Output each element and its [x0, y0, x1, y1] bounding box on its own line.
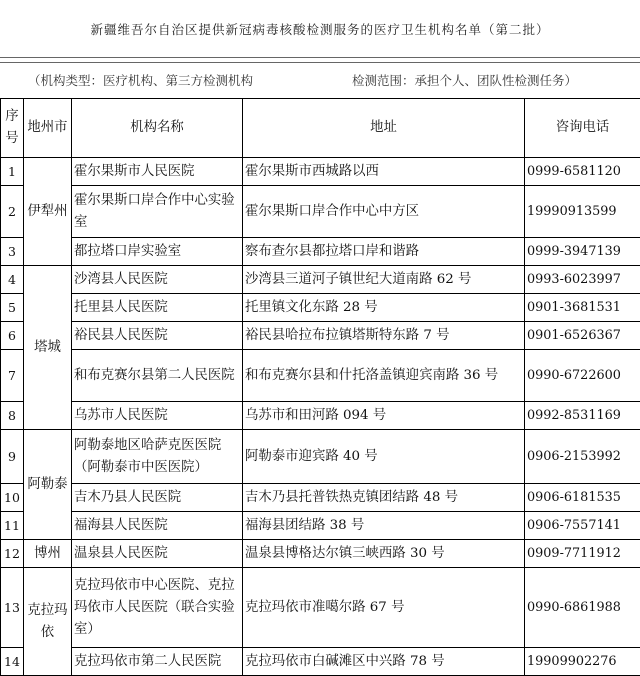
row-seq: 2 — [1, 186, 24, 238]
institution-name: 阿勒泰地区哈萨克医医院（阿勒泰市中医医院） — [72, 430, 243, 484]
institution-address: 察布查尔县都拉塔口岸和谐路 — [243, 238, 525, 266]
institution-name: 克拉玛依市第二人民医院 — [72, 648, 243, 676]
institution-name: 乌苏市人民医院 — [72, 402, 243, 430]
institution-address: 裕民县哈拉布拉镇塔斯特东路 7 号 — [243, 322, 525, 350]
city-cell-tacheng: 塔城 — [24, 266, 72, 430]
row-seq: 14 — [1, 648, 24, 676]
institution-address: 福海县团结路 38 号 — [243, 512, 525, 540]
testing-scope-note: 检测范围：承担个人、团队性检测任务） — [352, 71, 577, 89]
row-seq: 1 — [1, 158, 24, 186]
institution-name: 克拉玛依市中心医院、克拉玛依市人民医院（联合实验室） — [72, 568, 243, 648]
institution-type-note: （机构类型：医疗机构、第三方检测机构 — [28, 71, 253, 89]
institution-phone: 0992-8531169 — [525, 402, 640, 430]
row-seq: 8 — [1, 402, 24, 430]
table-row — [1, 238, 640, 266]
institution-phone: 0999-6581120 — [525, 158, 640, 186]
institution-phone: 0901-6526367 — [525, 322, 640, 350]
institution-name: 吉木乃县人民医院 — [72, 484, 243, 512]
table-row — [1, 294, 640, 322]
institution-name: 和布克赛尔县第二人民医院 — [72, 350, 243, 402]
row-seq: 12 — [1, 540, 24, 568]
institution-phone: 0906-7557141 — [525, 512, 640, 540]
row-seq: 10 — [1, 484, 24, 512]
table-row — [1, 648, 640, 676]
institution-phone: 0901-3681531 — [525, 294, 640, 322]
row-seq: 4 — [1, 266, 24, 294]
institution-name: 福海县人民医院 — [72, 512, 243, 540]
table-row — [1, 568, 640, 648]
row-seq: 7 — [1, 350, 24, 402]
row-seq: 6 — [1, 322, 24, 350]
institution-phone: 0999-3947139 — [525, 238, 640, 266]
title-divider-bottom — [0, 62, 640, 63]
institution-phone: 0990-6722600 — [525, 350, 640, 402]
institution-name: 托里县人民医院 — [72, 294, 243, 322]
institution-address: 和布克赛尔县和什托洛盖镇迎宾南路 36 号 — [243, 350, 525, 402]
header-institution: 机构名称 — [72, 99, 243, 158]
row-seq: 3 — [1, 238, 24, 266]
header-address: 地址 — [243, 99, 525, 158]
institution-address: 霍尔果斯口岸合作中心中方区 — [243, 186, 525, 238]
institution-address: 温泉县博格达尔镇三峡西路 30 号 — [243, 540, 525, 568]
header-seq: 序号 — [1, 99, 24, 158]
table-row — [1, 540, 640, 568]
institution-address: 克拉玛依市准噶尔路 67 号 — [243, 568, 525, 648]
institution-name: 裕民县人民医院 — [72, 322, 243, 350]
institution-address: 托里镇文化东路 28 号 — [243, 294, 525, 322]
institution-name: 温泉县人民医院 — [72, 540, 243, 568]
table-row — [1, 266, 640, 294]
institution-address: 阿勒泰市迎宾路 40 号 — [243, 430, 525, 484]
institution-phone: 19990913599 — [525, 186, 640, 238]
institution-table — [0, 98, 640, 676]
row-seq: 9 — [1, 430, 24, 484]
table-row — [1, 402, 640, 430]
city-cell-yili: 伊犁州 — [24, 158, 72, 266]
institution-phone: 19909902276 — [525, 648, 640, 676]
institution-address: 吉木乃县托普铁热克镇团结路 48 号 — [243, 484, 525, 512]
institution-phone: 0906-6181535 — [525, 484, 640, 512]
institution-phone: 0906-2153992 — [525, 430, 640, 484]
row-seq: 5 — [1, 294, 24, 322]
row-seq: 13 — [1, 568, 24, 648]
row-seq: 11 — [1, 512, 24, 540]
institution-name: 沙湾县人民医院 — [72, 266, 243, 294]
city-cell-karamay: 克拉玛依 — [24, 568, 72, 676]
table-row — [1, 350, 640, 402]
table-row — [1, 512, 640, 540]
institution-address: 乌苏市和田河路 094 号 — [243, 402, 525, 430]
table-row — [1, 484, 640, 512]
institution-name: 都拉塔口岸实验室 — [72, 238, 243, 266]
table-row — [1, 186, 640, 238]
table-row — [1, 322, 640, 350]
institution-address: 霍尔果斯市西城路以西 — [243, 158, 525, 186]
table-row — [1, 158, 640, 186]
table-header-row — [1, 99, 640, 158]
title-divider-top — [0, 57, 640, 58]
city-cell-bozhou: 博州 — [24, 540, 72, 568]
city-cell-altay: 阿勒泰 — [24, 430, 72, 540]
header-phone: 咨询电话 — [525, 99, 640, 158]
institution-address: 克拉玛依市白碱滩区中兴路 78 号 — [243, 648, 525, 676]
table-row — [1, 430, 640, 484]
institution-phone: 0909-7711912 — [525, 540, 640, 568]
institution-phone: 0990-6861988 — [525, 568, 640, 648]
header-city: 地州市 — [24, 99, 72, 158]
institution-address: 沙湾县三道河子镇世纪大道南路 62 号 — [243, 266, 525, 294]
document-title: 新疆维吾尔自治区提供新冠病毒核酸检测服务的医疗卫生机构名单（第二批） — [0, 20, 640, 38]
institution-name: 霍尔果斯市人民医院 — [72, 158, 243, 186]
institution-name: 霍尔果斯口岸合作中心实验室 — [72, 186, 243, 238]
institution-phone: 0993-6023997 — [525, 266, 640, 294]
